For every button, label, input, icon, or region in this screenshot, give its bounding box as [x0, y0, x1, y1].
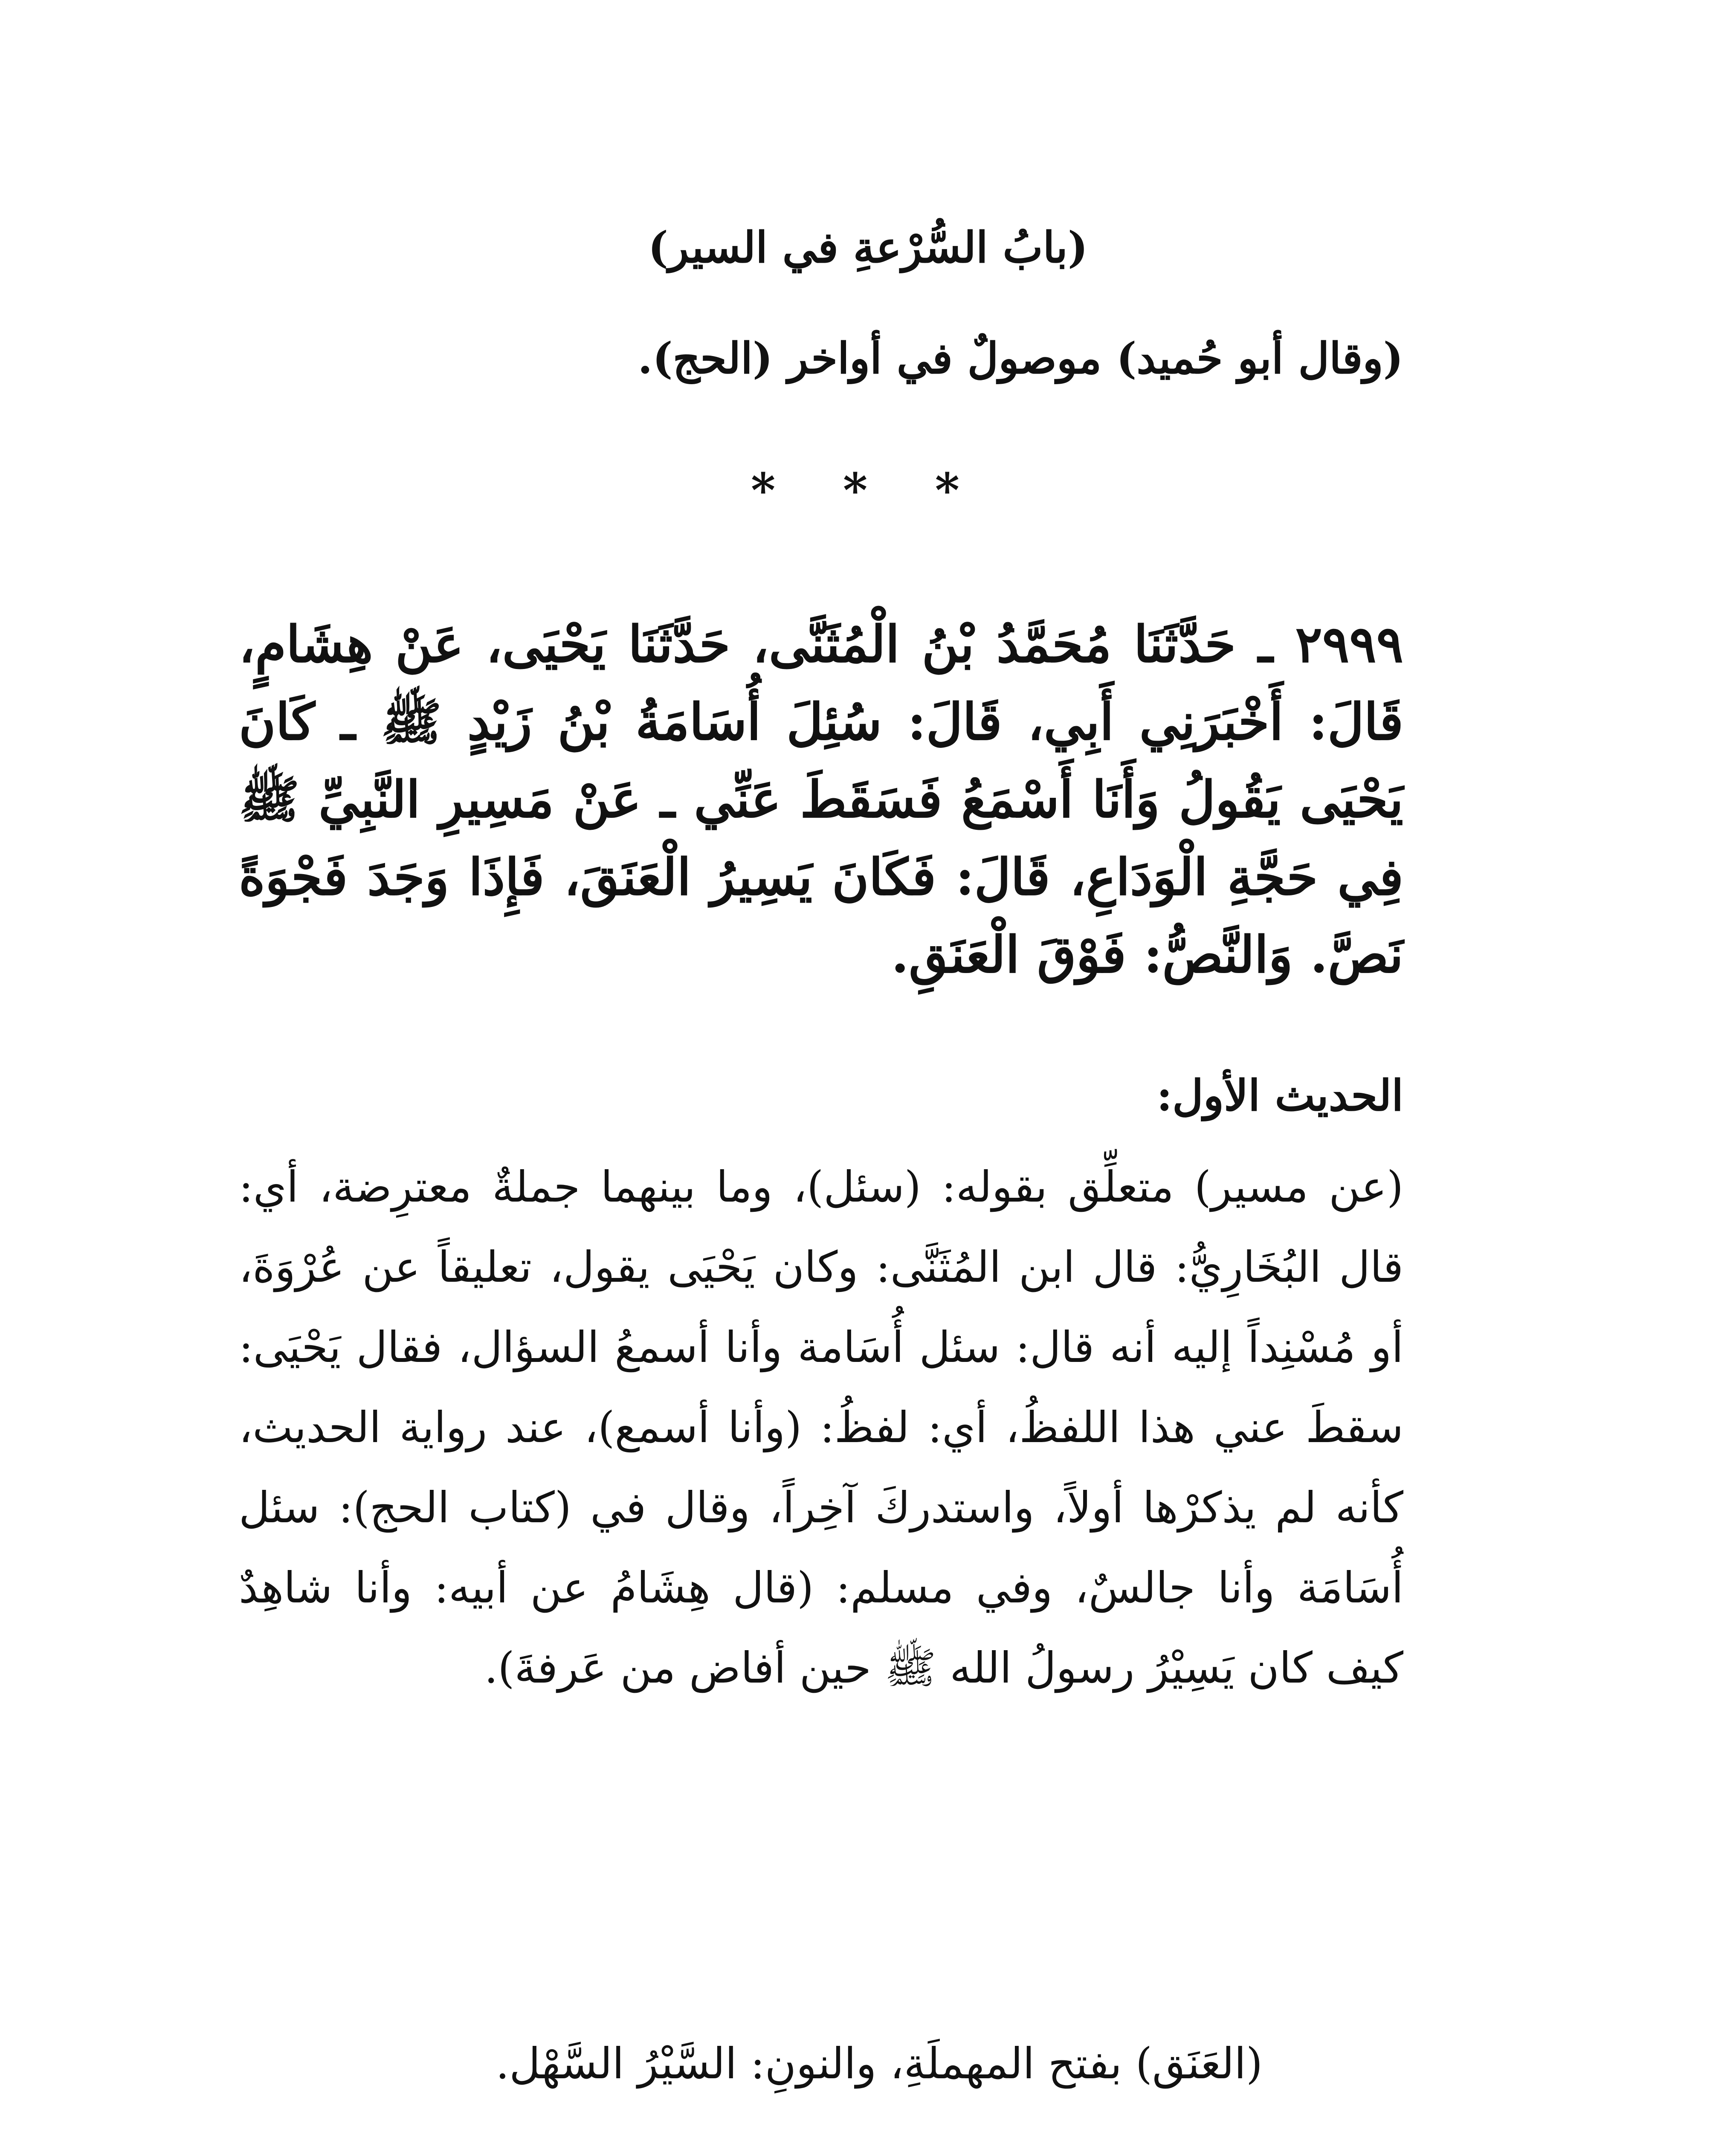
commentary-paragraph: (عن مسير) متعلِّق بقوله: (سئل)، وما بينهما جملةٌ معترِضة، أي: قال البُخَارِيُّ: قال ابن المُثَنَّى: وكان يَحْيَى يقول، تعليقاً عن عُرْوَةَ، أو مُسْنِداً إليه أنه قال: سئل أُسَامة وأنا أسمعُ السؤال، فقال يَحْيَى: سقطَ عني هذا اللفظُ، أي: لفظُ: (وأنا أسمع)، عند رواية الحديث، كأنه لم يذكرْها أولاً، واستدركَ آخِراً، وقال في (كتاب الحج): سئل أُسَامَة وأنا جالسٌ، وفي مسلم: (قال هِشَامُ عن أبيه: وأنا شاهِدٌ كيف كان يَسِيْرُ رسولُ الله ﷺ حين أفاض من عَرفةَ). — [239, 1162, 1403, 1693]
gloss-anaq: (العَنَق) بفتح المهملَةِ، والنونِ: السَّيْرُ السَّهْل. — [496, 2039, 1263, 2089]
hadith-text: ٢٩٩٩ ـ حَدَّثَنَا مُحَمَّدُ بْنُ الْمُثَنَّى، حَدَّثَنَا يَحْيَى، عَنْ هِشَامٍ، قَالَ: أَخْبَرَنِي أَبِي، قَالَ: سُئِلَ أُسَامَةُ بْنُ زَيْدٍ ﷺ ـ كَانَ يَحْيَى يَقُولُ وَأَنَا أَسْمَعُ فَسَقَطَ عَنِّي ـ عَنْ مَسِيرِ النَّبِيِّ ﷺ فِي حَجَّةِ الْوَدَاعِ، قَالَ: فَكَانَ يَسِيرُ الْعَنَقَ، فَإِذَا وَجَدَ فَجْوَةً نَصَّ. وَالنَّصُّ: فَوْقَ الْعَنَقِ. — [239, 614, 1403, 984]
section-separator: * * * — [751, 463, 985, 518]
chapter-intro: (وقال أبو حُميد) موصولٌ في أواخر (الحج). — [638, 333, 1403, 383]
commentary-heading: الحديث الأول: — [1156, 1070, 1403, 1121]
chapter-title: (بابُ السُّرْعةِ في السير) — [648, 222, 1088, 272]
